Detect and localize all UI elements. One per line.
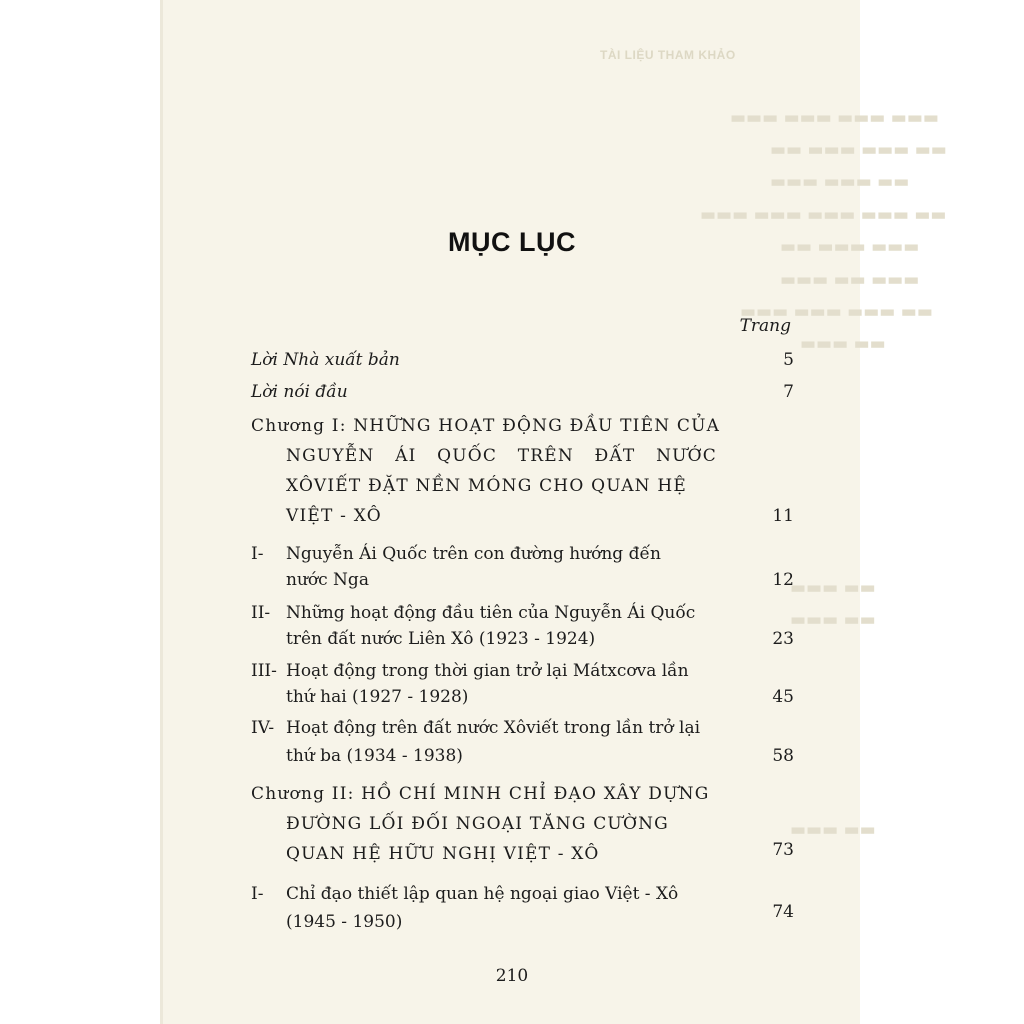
toc-section-line[interactable]: thứ ba (1934 - 1938) (286, 746, 463, 766)
toc-section-line[interactable]: Chỉ đạo thiết lập quan hệ ngoại giao Việt - Xô (286, 884, 679, 904)
toc-chapter-1-line[interactable]: Chương I: NHỮNG HOẠT ĐỘNG ĐẦU TIÊN CỦA (251, 416, 721, 436)
toc-section-line[interactable]: Hoạt động trên đất nước Xôviết trong lần trở lại (286, 718, 701, 738)
toc-section-line[interactable]: trên đất nước Liên Xô (1923 - 1924) (286, 629, 596, 649)
toc-page-number: 23 (772, 629, 794, 649)
toc-page-number: 58 (772, 746, 794, 766)
toc-section-line[interactable]: thứ hai (1927 - 1928) (286, 687, 469, 707)
toc-page-number: 73 (772, 840, 794, 860)
toc-section-marker: I- (251, 544, 264, 564)
toc-chapter-1-line[interactable]: NGUYỄN ÁI QUỐC TRÊN ĐẤT NƯỚC (286, 446, 718, 466)
book-page (160, 0, 860, 1024)
toc-section-marker: I- (251, 884, 264, 904)
toc-section-marker: IV- (251, 718, 275, 738)
page-folio: 210 (495, 966, 529, 986)
page-column-label: Trang (739, 316, 791, 336)
toc-section-marker: II- (251, 603, 271, 623)
toc-chapter-1-line[interactable]: XÔVIẾT ĐẶT NỀN MÓNG CHO QUAN HỆ (286, 476, 687, 496)
toc-chapter-2-line[interactable]: ĐƯỜNG LỐI ĐỐI NGOẠI TĂNG CƯỜNG (286, 814, 669, 834)
toc-chapter-1-line[interactable]: VIỆT - XÔ (286, 506, 382, 526)
page-gutter-edge (160, 0, 163, 1024)
toc-page-number: 7 (783, 382, 794, 402)
toc-page-number: 74 (772, 902, 794, 922)
toc-page-number: 45 (772, 687, 794, 707)
toc-chapter-2-line[interactable]: QUAN HỆ HỮU NGHỊ VIỆT - XÔ (286, 844, 600, 864)
toc-section-line[interactable]: Những hoạt động đầu tiên của Nguyễn Ái Quốc (286, 603, 696, 623)
toc-page-number: 5 (783, 350, 794, 370)
reverse-page-bleedthrough: ▬▬▬ ▬▬▬ ▬▬▬ ▬▬▬ ▬▬ ▬▬▬ ▬▬▬ ▬▬ ▬▬▬ ▬▬▬ ▬▬ ▬▬▬ ▬▬▬ ▬▬▬ ▬▬▬ ▬▬ ▬▬ ▬▬▬ ▬▬▬ ▬▬▬ ▬▬ ▬▬▬ ▬▬▬ ▬▬▬ ▬▬▬ ▬▬ ▬▬▬ ▬▬ ▬▬▬ ▬▬ ▬▬▬ ▬▬ ▬▬▬ ▬▬ (700, 108, 947, 840)
toc-section-line[interactable]: (1945 - 1950) (286, 912, 403, 932)
toc-page-number: 11 (772, 506, 794, 526)
toc-title: MỤC LỤC (448, 227, 576, 257)
toc-page-number: 12 (772, 570, 794, 590)
toc-section-marker: III- (251, 661, 277, 681)
running-head-bleedthrough: TÀI LIỆU THAM KHẢO (600, 48, 736, 62)
toc-entry-publisher-note[interactable]: Lời Nhà xuất bản (251, 350, 400, 370)
toc-section-line[interactable]: Hoạt động trong thời gian trở lại Mátxcơva lần (286, 661, 689, 681)
toc-chapter-2-line[interactable]: Chương II: HỒ CHÍ MINH CHỈ ĐẠO XÂY DỰNG (251, 784, 710, 804)
toc-section-line[interactable]: Nguyễn Ái Quốc trên con đường hướng đến (286, 544, 661, 564)
toc-section-line[interactable]: nước Nga (286, 570, 369, 590)
toc-entry-foreword[interactable]: Lời nói đầu (251, 382, 348, 402)
